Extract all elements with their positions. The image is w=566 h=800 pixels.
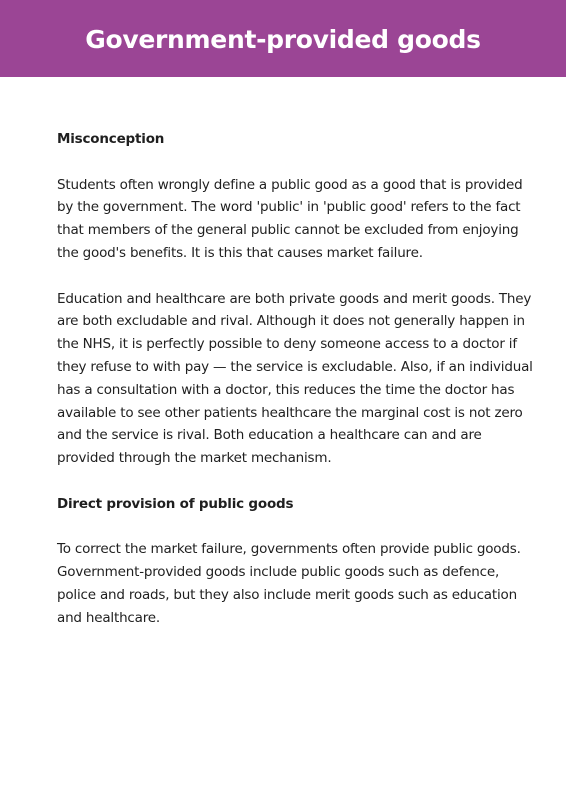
paragraph-misconception-1: Students often wrongly define a public good as a good that is provided by the government. The word 'public' in 'public good' refers to the fact that members of the general public cannot be excluded from enjoying the good's benefits. It is this that causes market failure. bbox=[57, 176, 523, 261]
section-heading-direct-provision: Direct provision of public goods bbox=[57, 495, 294, 512]
header-banner bbox=[0, 0, 566, 77]
paragraph-direct-provision-1: To correct the market failure, governments often provide public goods. Government-provided goods include public goods such as defence, police and roads, but they also include merit goods such as education and healthcare. bbox=[57, 541, 521, 626]
spacer bbox=[57, 516, 541, 539]
document-body bbox=[57, 128, 541, 630]
paragraph-misconception-2: Education and healthcare are both private goods and merit goods. They are both excludable and rival. Although it does not generally happen in the NHS, it is perfectly possible to deny someone access to a doctor if they refuse to with pay — the service is excludable. Also, if an individual has a consultation with a doctor, this reduces the time the doctor has available to see other patients healthcare the marginal cost is not zero and the service is rival. Both education a healthcare can and are provided through the market mechanism. bbox=[57, 290, 533, 467]
spacer bbox=[57, 265, 541, 288]
page-title: Government-provided goods bbox=[85, 25, 481, 54]
section-heading-misconception: Misconception bbox=[57, 131, 165, 147]
spacer bbox=[57, 151, 541, 174]
spacer bbox=[57, 470, 541, 493]
